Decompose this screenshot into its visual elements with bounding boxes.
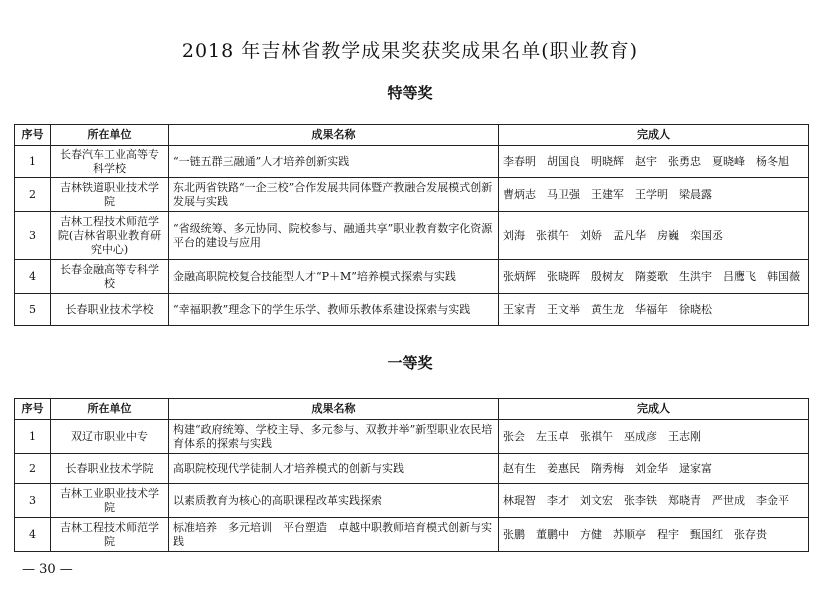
row-unit: 长春职业技术学院 xyxy=(51,454,169,484)
row-no: 1 xyxy=(15,146,51,178)
header-people: 完成人 xyxy=(499,125,809,146)
row-name: “省级统筹、多元协同、院校参与、融通共享”职业教育数字化资源平台的建设与应用 xyxy=(169,212,499,260)
row-name: “一链五群三融通”人才培养创新实践 xyxy=(169,146,499,178)
row-people: 赵有生 姜惠民 隋秀梅 刘金华 逯家富 xyxy=(499,454,809,484)
header-name: 成果名称 xyxy=(169,125,499,146)
row-people: 李春明 胡国良 明晓辉 赵宇 张勇忠 夏晓峰 杨冬旭 xyxy=(499,146,809,178)
row-no: 3 xyxy=(15,484,51,518)
row-people: 王家青 王文举 黄生龙 华福年 徐晓松 xyxy=(499,294,809,326)
header-unit: 所在单位 xyxy=(51,125,169,146)
row-unit: 长春职业技术学校 xyxy=(51,294,169,326)
row-no: 5 xyxy=(15,294,51,326)
table-row xyxy=(15,420,809,454)
table-row xyxy=(15,212,809,260)
special-award-table xyxy=(14,124,809,326)
table-row xyxy=(15,178,809,212)
row-name: 以素质教育为核心的高职课程改革实践探索 xyxy=(169,484,499,518)
row-name: 金融高职院校复合技能型人才“P＋M”培养模式探索与实践 xyxy=(169,260,499,294)
row-people: 刘海 张祺午 刘娇 孟凡华 房巍 栾国丞 xyxy=(499,212,809,260)
table-row xyxy=(15,484,809,518)
header-no: 序号 xyxy=(15,399,51,420)
row-name: 构建“政府统筹、学校主导、多元参与、双教并举”新型职业农民培育体系的探索与实践 xyxy=(169,420,499,454)
row-no: 1 xyxy=(15,420,51,454)
header-name: 成果名称 xyxy=(169,399,499,420)
first-award-heading: 一等奖 xyxy=(387,354,433,372)
row-people: 张炳辉 张晓晖 殷树友 隋菱歌 生洪宇 吕鹰飞 韩国薇 xyxy=(499,260,809,294)
page-number: — 30 — xyxy=(22,562,73,577)
row-unit: 双辽市职业中专 xyxy=(51,420,169,454)
row-no: 4 xyxy=(15,260,51,294)
row-unit: 吉林工业职业技术学院 xyxy=(51,484,169,518)
row-no: 2 xyxy=(15,454,51,484)
row-unit: 长春金融高等专科学校 xyxy=(51,260,169,294)
row-no: 3 xyxy=(15,212,51,260)
row-name: 标准培养 多元培训 平台塑造 卓越中职教师培育模式创新与实践 xyxy=(169,518,499,552)
table-row xyxy=(15,294,809,326)
table-header-row xyxy=(15,125,809,146)
header-people: 完成人 xyxy=(499,399,809,420)
row-people: 张会 左玉卓 张祺午 巫成彦 王志刚 xyxy=(499,420,809,454)
row-unit: 长春汽车工业高等专科学校 xyxy=(51,146,169,178)
table-row xyxy=(15,454,809,484)
row-no: 2 xyxy=(15,178,51,212)
row-people: 曹炳志 马卫强 王建军 王学明 梁晨露 xyxy=(499,178,809,212)
header-unit: 所在单位 xyxy=(51,399,169,420)
row-people: 张鹏 董鹏中 方健 苏顺亭 程宇 甄国红 张存贵 xyxy=(499,518,809,552)
special-award-heading: 特等奖 xyxy=(387,84,433,102)
row-name: “幸福职教”理念下的学生乐学、教师乐教体系建设探索与实践 xyxy=(169,294,499,326)
row-unit: 吉林工程技术师范学院(吉林省职业教育研究中心) xyxy=(51,212,169,260)
table-row xyxy=(15,518,809,552)
row-unit: 吉林铁道职业技术学院 xyxy=(51,178,169,212)
header-no: 序号 xyxy=(15,125,51,146)
table-row xyxy=(15,260,809,294)
row-name: 东北两省铁路“一企三校”合作发展共同体暨产教融合发展模式创新发展与实践 xyxy=(169,178,499,212)
first-award-table xyxy=(14,398,809,552)
table-row xyxy=(15,146,809,178)
table-header-row xyxy=(15,399,809,420)
document-title: 2018 年吉林省教学成果奖获奖成果名单(职业教育) xyxy=(181,40,639,62)
row-people: 林琨智 李才 刘文宏 张李铁 郑晓青 严世成 李金平 xyxy=(499,484,809,518)
row-name: 高职院校现代学徒制人才培养模式的创新与实践 xyxy=(169,454,499,484)
row-no: 4 xyxy=(15,518,51,552)
row-unit: 吉林工程技术师范学院 xyxy=(51,518,169,552)
